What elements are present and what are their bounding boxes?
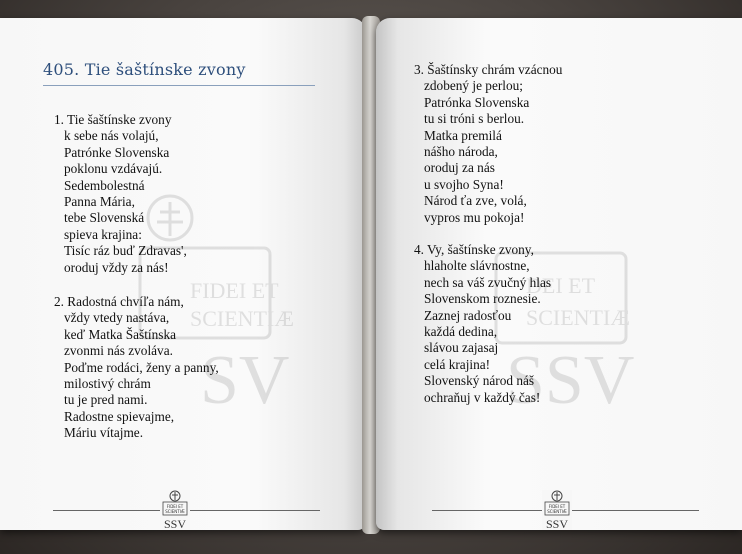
verse-line: 2. Radostná chvíľa nám, (54, 294, 184, 309)
logo-motto-1: FIDEI ET (548, 504, 566, 509)
svg-text:DEI ET: DEI ET (526, 273, 596, 298)
right-page (376, 18, 742, 530)
verse-4 (414, 242, 551, 406)
verse-line: zvonmi nás zvoláva. (64, 343, 173, 359)
verse-line: Slovenskom roznesie. (424, 291, 541, 307)
publisher-logo-icon (160, 490, 190, 530)
verse-line: Panna Mária, (64, 194, 135, 210)
verse-line: tebe Slovenská (64, 210, 145, 226)
verse-line: Slovenský národ náš (424, 373, 535, 389)
page-title: 405. Tie šaštínske zvony (43, 60, 246, 79)
verse-1 (54, 112, 187, 276)
verse-line: Máriu vítajme. (64, 425, 144, 441)
svg-text:SCIENTIÆ: SCIENTIÆ (526, 305, 630, 330)
verse-line: Tisíc ráz buď Zdravas', (64, 243, 187, 259)
left-page (0, 18, 366, 530)
logo-initials: SSV (163, 517, 187, 531)
logo-motto-2: SCIENTIÆ (547, 509, 567, 514)
logo-initials: SSV (545, 517, 569, 531)
verse-line: nášho národa, (424, 144, 498, 160)
verse-line: hlaholte slávnostne, (424, 258, 530, 274)
title-divider (43, 85, 315, 86)
svg-text:FIDEI ET: FIDEI ET (190, 278, 279, 303)
verse-line: u svojho Syna! (424, 176, 504, 192)
verse-line: vypros mu pokoja! (424, 209, 525, 225)
verse-line: keď Matka Šaštínska (64, 326, 176, 342)
verse-line: vždy vtedy nastáva, (64, 310, 170, 326)
verse-line: tu je pred nami. (64, 392, 148, 408)
verse-line: k sebe nás volajú, (64, 128, 159, 144)
logo-motto-2: SCIENTIÆ (165, 509, 185, 514)
verse-line: oroduj za nás (424, 160, 495, 176)
verse-line: oroduj vždy za nás! (64, 259, 169, 275)
verse-line: Zaznej radosťou (424, 307, 512, 323)
verse-line: každá dedina, (424, 324, 498, 340)
verse-line: ochraňuj v každý čas! (424, 389, 541, 405)
verse-3 (414, 62, 562, 226)
verse-line: 1. Tie šaštínske zvony (54, 112, 172, 127)
verse-line: nech sa váš zvučný hlas (424, 274, 552, 290)
verse-line: Matka premilá (424, 127, 502, 143)
verse-line: slávou zajasaj (424, 340, 499, 356)
verse-line: milostivý chrám (64, 376, 151, 392)
verse-2 (54, 294, 219, 442)
verse-line: zdobený je perlou; (424, 78, 523, 94)
verse-line: Sedembolestná (64, 177, 145, 193)
verse-line: spieva krajina: (64, 226, 142, 242)
verse-line: celá krajina! (424, 356, 491, 372)
verse-line: tu si tróni s berlou. (424, 111, 525, 127)
verse-line: Poďme rodáci, ženy a panny, (64, 359, 219, 375)
verse-line: 4. Vy, šaštínske zvony, (414, 242, 534, 257)
svg-text:SSV: SSV (506, 342, 635, 419)
publisher-logo-icon (542, 490, 572, 530)
verse-line: Patrónka Slovenska (424, 94, 530, 110)
svg-text:SCIENTIÆ: SCIENTIÆ (190, 306, 294, 331)
verse-line: poklonu vzdávajú. (64, 161, 163, 177)
verse-line: Radostne spievajme, (64, 408, 175, 424)
verse-line: Národ ťa zve, volá, (424, 193, 527, 209)
svg-text:SV: SV (200, 342, 290, 419)
verse-line: Patrónke Slovenska (64, 144, 170, 160)
logo-motto-1: FIDEI ET (166, 504, 184, 509)
verse-line: 3. Šaštínsky chrám vzácnou (414, 62, 563, 77)
